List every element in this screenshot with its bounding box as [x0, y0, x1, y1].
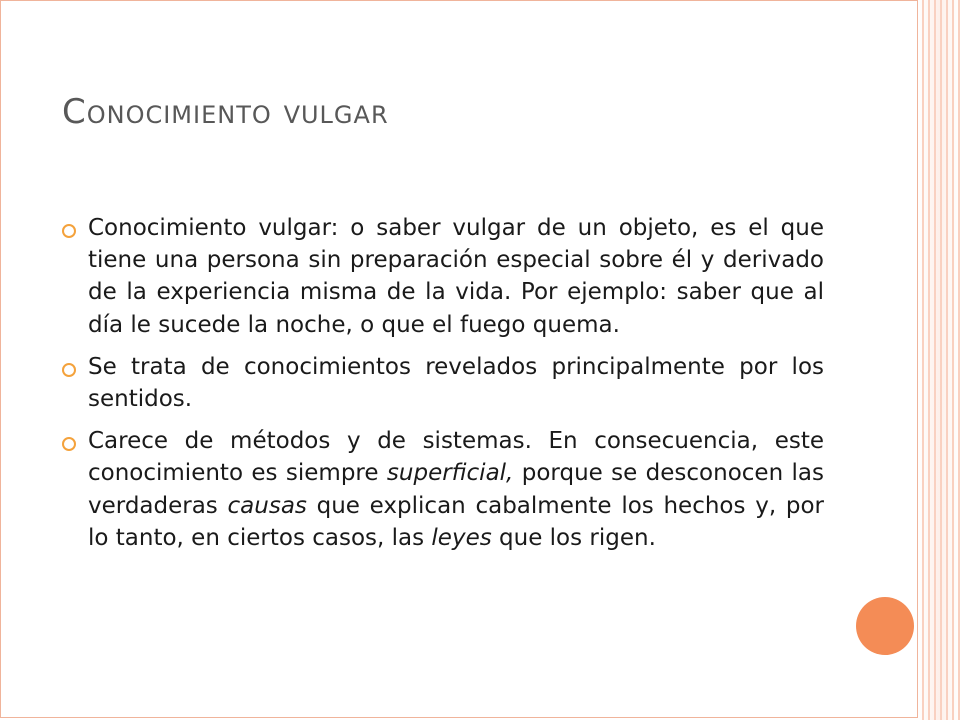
bullet-text: [88, 354, 824, 412]
bullet-text-part: que los rigen.: [491, 524, 656, 551]
bullet-text-italic: causas: [227, 492, 307, 519]
bullet-text-part: Se trata de conocimientos revelados principalmente por los sentidos.: [88, 353, 824, 412]
slide-title: Conocimiento vulgar: [62, 92, 389, 132]
bullet-item: [62, 212, 824, 341]
bullet-circle-icon: [62, 363, 76, 377]
bullet-text-part: Carece de métodos y de sistemas. En consecuencia, este conocimiento es siempre: [88, 428, 824, 487]
decorative-circle: [856, 597, 914, 655]
bullet-text-italic: leyes: [431, 524, 492, 551]
bullet-text-italic: superficial,: [386, 460, 514, 487]
bullet-text-part: Conocimiento vulgar: o saber vulgar de un objeto, es el que tiene una persona sin preparación especial sobre él y derivado de la experiencia misma de la vida. Por ejemplo: saber que al día le sucede la noche, o que el fuego quema.: [88, 215, 824, 338]
decorative-stripe-band: [918, 0, 960, 720]
bullet-item: [62, 351, 824, 415]
bullet-circle-icon: [62, 437, 76, 451]
bullet-text: [88, 215, 824, 338]
bullet-text-part: que explican cabalmente los hechos y, por lo tanto, en ciertos casos, las: [88, 492, 824, 551]
bullet-text: [88, 428, 824, 551]
bullet-list: [62, 212, 824, 564]
bullet-item: [62, 425, 824, 554]
bullet-text-part: porque se desconocen las verdaderas: [88, 460, 824, 519]
bullet-circle-icon: [62, 224, 76, 238]
